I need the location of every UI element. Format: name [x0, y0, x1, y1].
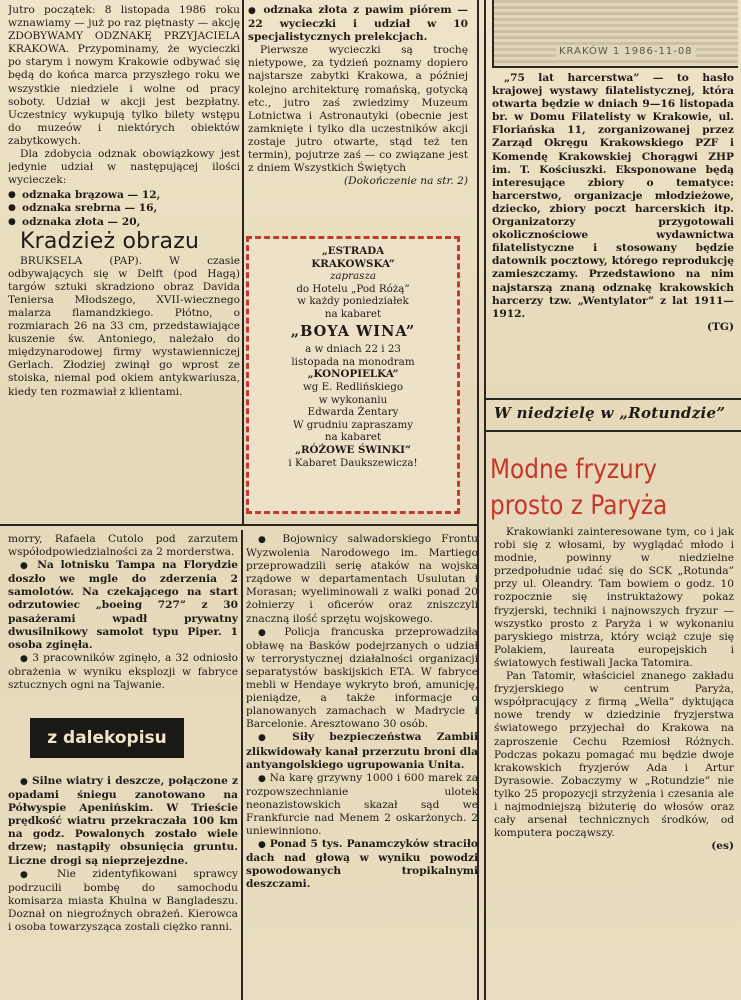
- fashion-headline: [490, 452, 702, 524]
- rotunda-heading: W niedzielę w „Rotundzie”: [494, 404, 726, 422]
- column-rule: [241, 530, 243, 1000]
- news-brief: ● Na lotnisku Tampa na Florydzie doszło we mgle do zderzenia 2 samolotów. Na czekającego na start odrzutowiec „boeing 727” z 30 pasażerami wpadł prywatny dwusilnikowy samolot typu Piper. 1 osoba zginęła.: [8, 559, 238, 652]
- tours-description: Pierwsze wycieczki są trochę nietypowe, za tydzień poznamy dopiero najstarsze zabytki Krakowa, a później kolejno architekturę romańską, gotycką etc., jutro zaś zwiedzimy Muzeum Lotnictwa i Astronautyki (obecnie jest zamknięte i tylko dla uczestników akcji zostaje jutro otwarte, stąd też ten termin), pojutrze zaś — co związane jest z dniem Wszystkich Świętych: [248, 44, 468, 175]
- ad-monodrama-title: „KONOPIELKA”: [307, 368, 399, 381]
- ad-line: „ESTRADA: [321, 245, 385, 257]
- badge-campaign-article: [8, 4, 240, 524]
- gold-peacock-badge: ● odznaka złota z pawim piórem — 22 wycieczki i udział w 10 specjalistycznych prelekcjach.: [248, 4, 468, 44]
- column-rule: [242, 0, 244, 524]
- philately-signature: (TG): [707, 320, 734, 333]
- fashion-headline-line2: prosto z Paryża: [490, 490, 668, 521]
- postmark-image: [492, 0, 738, 68]
- ad-line: w wykonaniu: [318, 393, 388, 406]
- campaign-intro: Jutro początek: 8 listopada 1986 roku wznawiamy — już po raz piętnasty — akcję ZDOBYWAMY ODZNAKĘ PRZYJACIELA KRAKOWA. Przypominamy, że wycieczki po starym i nowym Krakowie odbywać się będą do końca marca przyszłego roku we wszystkie niedziele i wolne od pracy soboty. Udział w akcji jest bezpłatny. Uczestnicy wykupują tylko bilety wstępu do muzeów i niektórych obiektów zabytkowych.: [8, 4, 240, 147]
- fashion-signature: (es): [711, 840, 734, 853]
- news-briefs-middle: [246, 533, 478, 997]
- fashion-paragraph: Pan Tatomir, właściciel znanego zakładu fryzjerskiego w centrum Paryża, współpracujący z firmą „Wella” dyktująca nowe trendy w dziedzinie fryzjerstwa światowego przyjechał do Krakowa na zaproszenie Cechu Rzemiosł Różnych. Podczas pokazu pomagać mu będzie dwoje krakowskich fryzjerów Ada i Artur Dyrasowie. Zobaczymy w „Rotundzie” nie tylko 25 propozycji strzyżenia i czesania ale i najmodniejszą biżuterię do włosów oraz cały arsenał technicznych środków, od komputera począwszy.: [494, 670, 734, 840]
- badge-campaign-continuation: [248, 4, 468, 230]
- ad-line: na kabaret: [324, 307, 382, 320]
- news-brief: ● Siły bezpieczeństwa Zambii zlikwidowały kanał przerzutu broni dla antyangolskiego ugrupowania Unita.: [246, 731, 478, 771]
- philately-article: [492, 72, 734, 398]
- fashion-article: [494, 526, 734, 996]
- ad-line: wg E. Redlińskiego: [302, 380, 404, 393]
- ad-line: Edwarda Żentary: [307, 406, 399, 419]
- news-brief: ● Nie zidentyfikowani sprawcy podrzucili bombę do samochodu komisarza miasta Khulna w Bangladeszu. Doznał on niegroźnych obrażeń. Kierowca i osoba towarzysząca zostali ciężko ranni.: [8, 868, 238, 934]
- continued-note: (Dokończenie na str. 2): [344, 175, 468, 188]
- theft-headline: Kradzież obrazu: [20, 228, 200, 254]
- column-rule: [484, 0, 486, 1000]
- ad-line: do Hotelu „Pod Różą”: [296, 282, 410, 295]
- ad-cabaret-title: „RÓŻOWE ŚWINKI”: [295, 443, 411, 456]
- section-rule: [0, 524, 478, 526]
- campaign-requirements: Dla zdobycia odznak obowiązkowy jest jedynie udział w następującej ilości wycieczek:: [8, 148, 240, 187]
- theft-article-text: BRUKSELA (PAP). W czasie odbywających się w Delft (pod Hagą) targów sztuki skradziono obraz Davida Teniersa Młodszego, XVII-wiecznego malarza flamandzkiego. Płótno, o rozmiarach 26 na 33 cm, przedstawiające kuszenie św. Antoniego, należało do międzynarodowej firmy wystawienniczej Gerlach. Złodziej zwinął go wprost ze stoiska, niemal pod okiem antykwariusza, kiedy ten rozmawiał z klientami.: [8, 254, 240, 398]
- ad-line: na kabaret: [324, 431, 382, 444]
- news-brief: ● Ponad 5 tys. Panamczyków straciło dach nad głową w wyniku powodzi spowodowanych tropikalnymi deszczami.: [246, 838, 478, 891]
- ad-line: listopada na monodram: [291, 355, 415, 368]
- ad-line: w każdy poniedziałek: [297, 295, 409, 308]
- news-brief: ● Silne wiatry i deszcze, połączone z opadami śniegu zanotowano na Półwyspie Apenińskim. W Trieście prędkość wiatru przekraczała 100 km na godz. Powalonych zostało wiele drzew; nastąpiły obsunięcia gruntu. Liczne drogi są nieprzejezdne.: [8, 775, 238, 868]
- news-brief: ● Policja francuska przeprowadziła obławę na Basków podejrzanych o udział w terrorystycznej działalności organizacji separatystów baskijskich ETA. W fabryce mebli w Hendaye wykryto broń, amunicję, pieniądze, a także informacje o planowanych zamachach w Madrycie i Barcelonie. Aresztowano 30 osób.: [246, 626, 478, 732]
- badge-bronze: ● odznaka brązowa — 12,: [8, 189, 240, 202]
- ad-line: zaprasza: [329, 270, 377, 283]
- ad-line: KRAKOWSKA”: [311, 257, 395, 270]
- postmark-text: KRAKÓW 1 1986-11-08: [556, 46, 696, 57]
- news-brief: morry, Rafaela Cutolo pod zarzutem współodpowiedzialności za 2 morderstwa.: [8, 533, 238, 559]
- estrada-krakowska-advert: [246, 236, 460, 514]
- teleprinter-banner: z dalekopisu: [30, 718, 184, 758]
- badge-list: [8, 189, 240, 228]
- badge-gold: ● odznaka złota — 20,: [8, 216, 240, 229]
- fashion-headline-line1: Modne fryzury: [490, 454, 658, 485]
- badge-silver: ● odznaka srebrna — 16,: [8, 202, 240, 215]
- ad-line: a w dniach 22 i 23: [305, 343, 401, 356]
- teleprinter-briefs: [8, 775, 238, 997]
- news-brief: ● Bojownicy salwadorskiego Frontu Wyzwolenia Narodowego im. Martiego przeprowadzili serię ataków na wojska rządowe w departamentach Usulutan i Morasan; wyeliminowali z walki ponad 20 żołnierzy i oficerów oraz zniszczyli znaczną ilość sprzętu wojskowego.: [246, 533, 478, 626]
- philately-text: „75 lat harcerstwa” — to hasło krajowej wystawy filatelistycznej, która otwarta będzie w dniach 9—16 listopada br. w Domu Filatelisty w Krakowie, ul. Floriańska 11, zorganizowanej przez Zarząd Okręgu Krakowskiego PZF i Komendę Krakowskiej Chorągwi ZHP im. T. Kościuszki. Eksponowane będą interesujące zbiory o tematyce: harcerstwo, organizacje młodzieżowe, dziecko, zbiory poczt harcerskich itp. Organizatorzy przygotowali okolicznościowe wydawnictwa filatelistyczne i stosowany będzie datownik pocztowy, którego reprodukcję zamieszczamy. Przedstawiono na nim najstarszą znaną odznakę krakowskich harcerzy tzw. „Wentylator” z lat 1911—1912.: [492, 72, 734, 320]
- section-rule: [486, 430, 741, 432]
- news-briefs-left: [8, 533, 238, 715]
- ad-line: W grudniu zapraszamy: [292, 418, 414, 431]
- news-brief: ● Na karę grzywny 1000 i 600 marek za rozpowszechnianie ulotek neonazistowskich skazał sąd we Frankfurcie nad Menem 2 oskarżonych. 2 uniewinniono.: [246, 772, 478, 838]
- ad-line: i Kabaret Daukszewicza!: [288, 456, 418, 469]
- news-brief: ● 3 pracowników zginęło, a 32 odniosło obrażenia w wyniku eksplozji w fabryce sztucznych ogni na Tajwanie.: [8, 652, 238, 692]
- section-rule: [486, 398, 741, 400]
- ad-show-title: „BOYA WINA”: [290, 322, 416, 340]
- fashion-paragraph: Krakowianki zainteresowane tym, co i jak robi się z włosami, by wyglądać młodo i modnie, powinny w niedzielne przedpołudnie udać się do SCK „Rotunda” przy ul. Oleandry. Tam bowiem o godz. 10 rozpocznie się instruktażowy pokaz fryzjerski, techniki i najnowszych fryzur — wszystko prosto z Paryża i w wykonaniu paryskiego mistrza, który wciąż czuje się Polakiem, laureata europejskich i światowych festiwali Jacka Tatomira.: [494, 526, 734, 669]
